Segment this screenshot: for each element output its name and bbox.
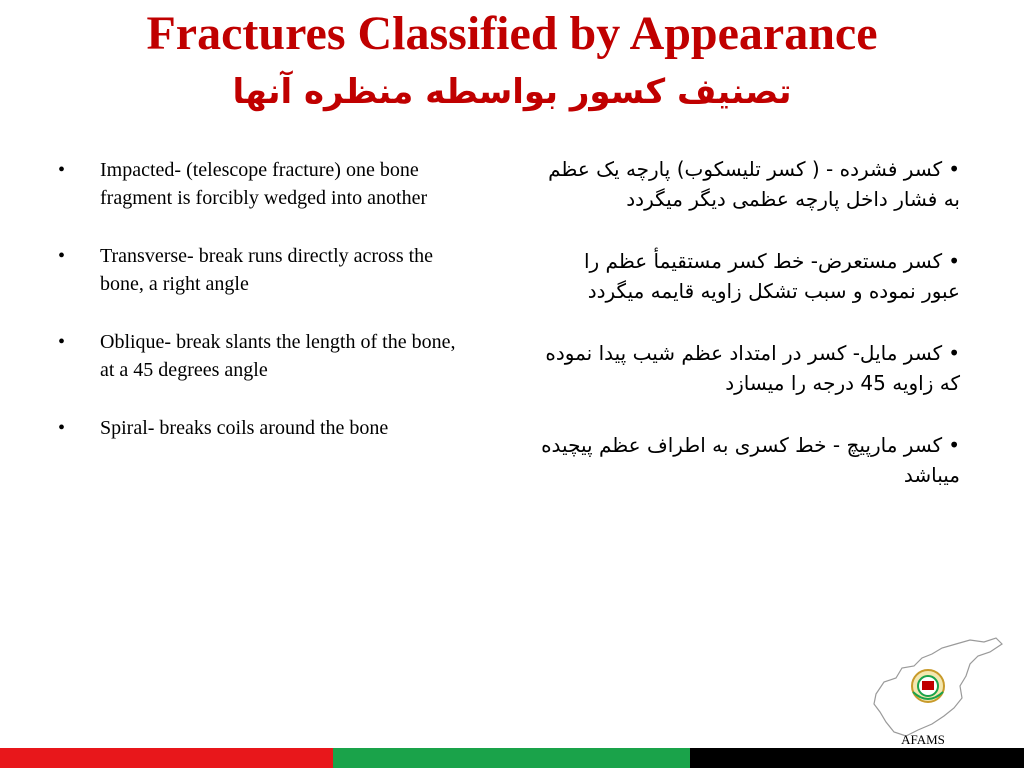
list-item — [540, 246, 960, 306]
bullet-text-oblique: Oblique- break slants the length of the bone, at a 45 degrees angle — [100, 331, 456, 381]
list-item — [540, 154, 960, 214]
bullet-text-transverse-fa: کسر مستعرض- خط کسر مستقيمأ عظم را عبور نموده و سبب تشکل زاويه قايمه ميگردد — [583, 249, 960, 303]
list-item — [58, 414, 466, 442]
list-item — [58, 156, 466, 212]
bullet-text-impacted-fa: کسر فشرده - ( کسر تليسکوب) پارچه يک عظم به فشار داخل پارچه عظمی ديگر ميگردد — [548, 157, 960, 211]
bullet-icon: • — [58, 417, 66, 439]
farsi-bullet-list — [540, 154, 960, 522]
flag-bar-black — [690, 748, 1024, 768]
bullet-text-impacted: Impacted- (telescope fracture) one bone fragment is forcibly wedged into another — [100, 159, 428, 209]
afghanistan-map-emblem-icon — [866, 632, 1006, 744]
bullet-icon: • — [948, 433, 960, 457]
afams-logo — [866, 632, 1006, 744]
bullet-icon: • — [58, 245, 66, 267]
bullet-icon: • — [58, 331, 66, 353]
english-bullet-list — [58, 156, 466, 472]
afams-label: AFAMS — [901, 732, 945, 747]
bullet-icon: • — [948, 249, 960, 273]
slide-title-english: Fractures Classified by Appearance — [146, 7, 878, 60]
flag-bar-red — [0, 748, 333, 768]
bullet-text-spiral: Spiral- breaks coils around the bone — [100, 417, 389, 439]
flag-bar-green — [333, 748, 690, 768]
bullet-icon: • — [948, 341, 960, 365]
bullet-text-spiral-fa: کسر مارپيچ - خط کسری به اطراف عظم پيچيده ميباشد — [541, 433, 960, 487]
list-item — [540, 338, 960, 398]
list-item — [540, 430, 960, 490]
list-item — [58, 242, 466, 298]
bullet-text-oblique-fa: کسر مايل- کسر در امتداد عظم شيب پيدا نموده که زاويه 45 درجه را ميسازد — [545, 341, 960, 395]
bullet-icon: • — [948, 157, 960, 181]
bullet-icon: • — [58, 159, 66, 181]
slide-title-farsi: تصنيف کسور بواسطه منظره آنها — [232, 72, 792, 112]
list-item — [58, 328, 466, 384]
bullet-text-transverse: Transverse- break runs directly across the bone, a right angle — [100, 245, 434, 295]
